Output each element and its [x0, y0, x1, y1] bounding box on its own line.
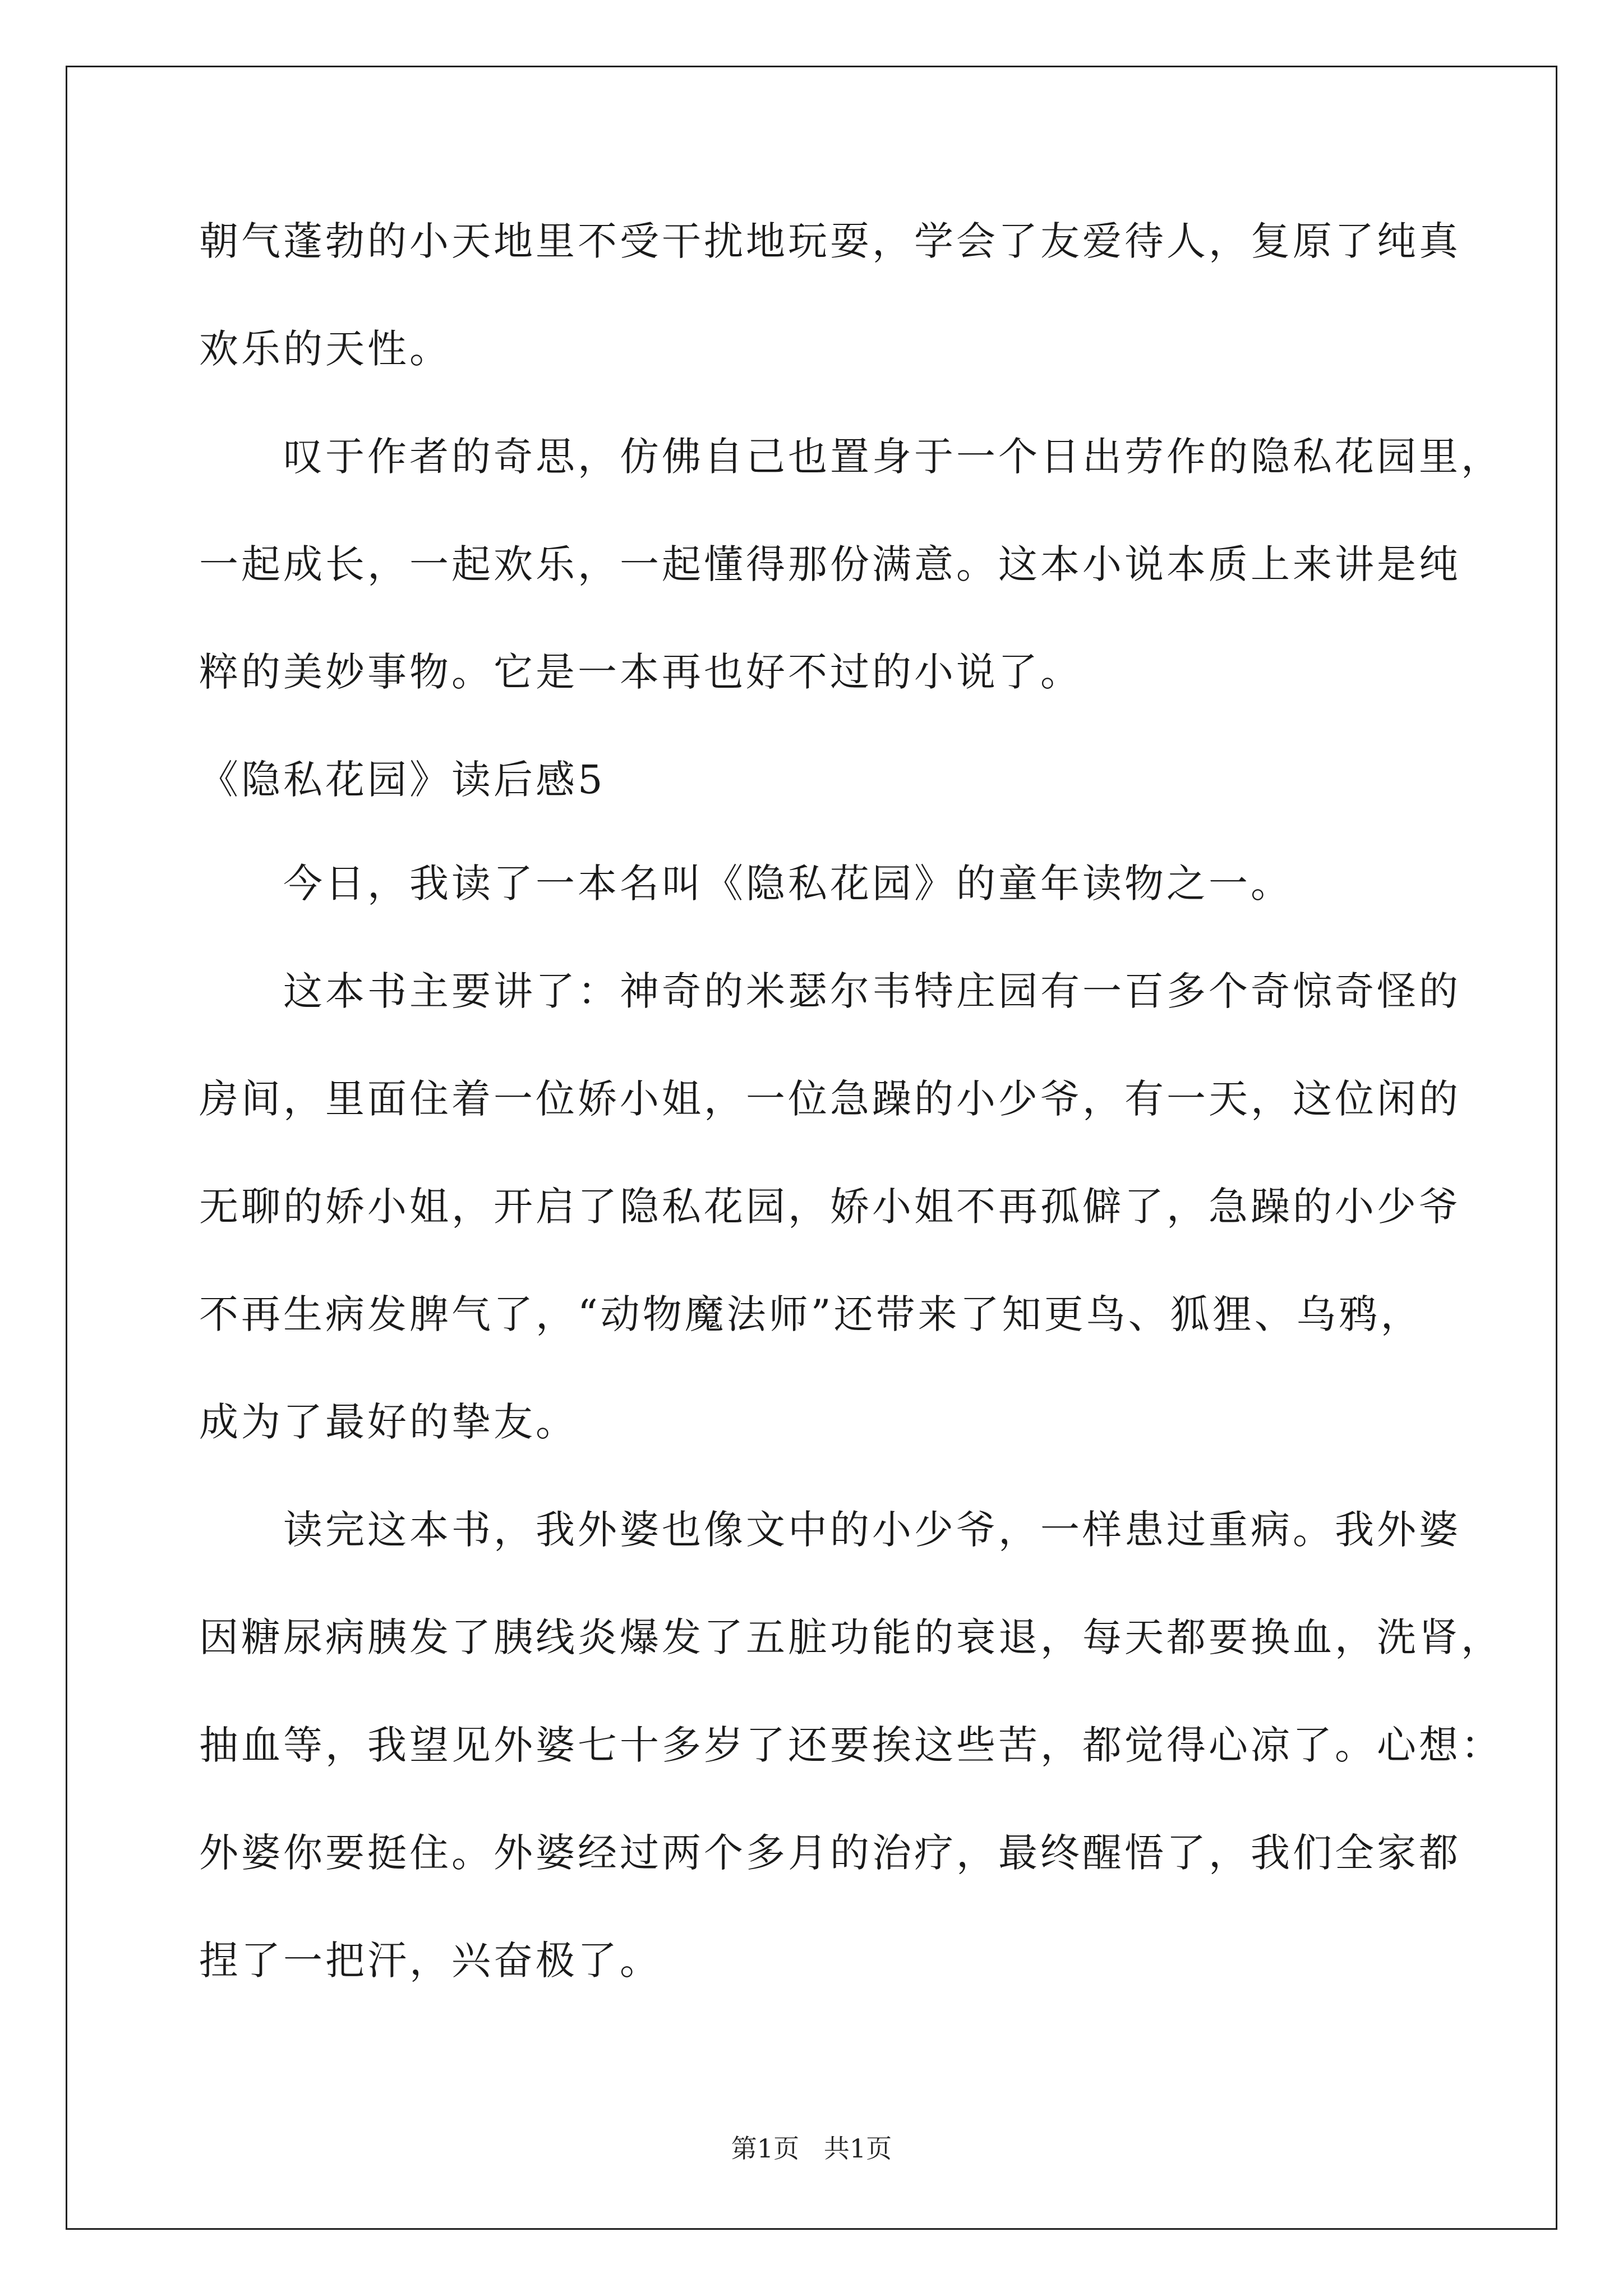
text-line: 叹于作者的奇思，仿佛自己也置身于一个日出劳作的隐私花园里， — [283, 434, 1503, 480]
text-line: 抽血等，我望见外婆七十多岁了还要挨这些苦，都觉得心凉了。心想： — [199, 1722, 1503, 1768]
text-line: 一起成长，一起欢乐，一起懂得那份满意。这本小说本质上来讲是纯 — [199, 541, 1461, 587]
text-line: 朝气蓬勃的小天地里不受干扰地玩耍，学会了友爱待人，复原了纯真 — [199, 218, 1461, 264]
text-line: 无聊的娇小姐，开启了隐私花园，娇小姐不再孤僻了，急躁的小少爷 — [199, 1184, 1461, 1230]
section-heading: 《隐私花园》读后感5 — [199, 757, 606, 803]
text-line: 读完这本书，我外婆也像文中的小少爷，一样患过重病。我外婆 — [283, 1507, 1461, 1553]
document-body — [199, 208, 1503, 2035]
text-line: 这本书主要讲了：神奇的米瑟尔韦特庄园有一百多个奇惊奇怪的 — [283, 968, 1461, 1014]
text-line: 房间，里面住着一位娇小姐，一位急躁的小少爷，有一天，这位闲的 — [199, 1076, 1461, 1122]
text-line: 外婆你要挺住。外婆经过两个多月的治疗，最终醒悟了，我们全家都 — [199, 1830, 1461, 1876]
text-line: 捏了一把汗，兴奋极了。 — [199, 1938, 662, 1984]
text-line: 成为了最好的挚友。 — [199, 1399, 578, 1445]
page-footer: 第1页 共1页 — [731, 2133, 892, 2164]
text-line: 今日，我读了一本名叫《隐私花园》的童年读物之一。 — [283, 861, 1293, 907]
text-line: 不再生病发脾气了，“动物魔法师”还带来了知更鸟、狐狸、乌鸦， — [199, 1291, 1423, 1337]
text-line: 粹的美妙事物。它是一本再也好不过的小说了。 — [199, 649, 1082, 695]
text-line: 欢乐的天性。 — [199, 326, 451, 372]
text-line: 因糖尿病胰发了胰线炎爆发了五脏功能的衰退，每天都要换血，洗肾， — [199, 1614, 1503, 1660]
